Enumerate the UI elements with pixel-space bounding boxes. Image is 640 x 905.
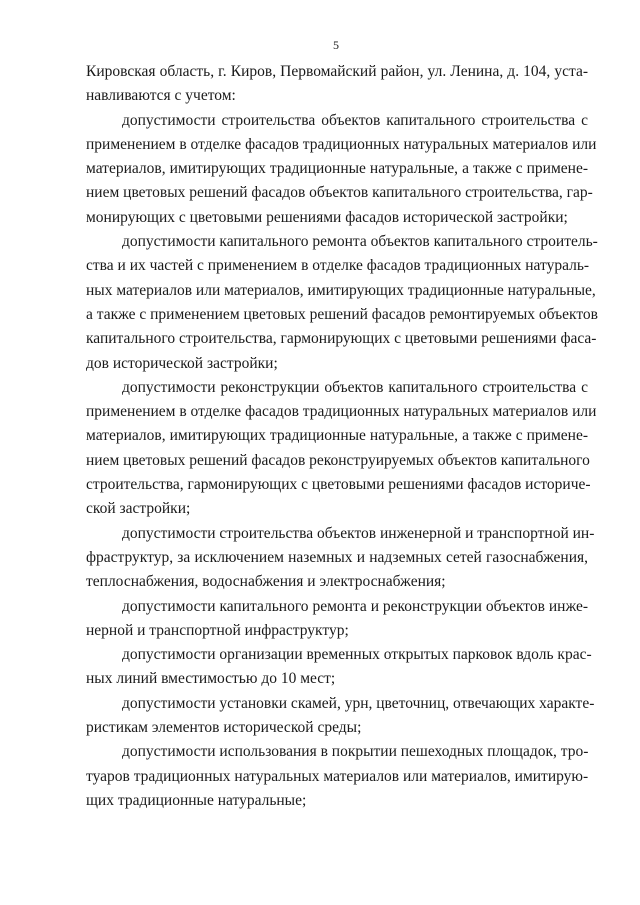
document-body [86,60,598,813]
text-line: нием цветовых решений фасадов реконструируемых объектов капитального [86,451,590,469]
text-line: материалов, имитирующих традиционные натуральные, а также с примене- [86,160,588,178]
text-line: Кировская область, г. Киров, Первомайский район, ул. Ленина, д. 104, уста- [86,63,588,80]
text-line: ристикам элементов исторической среды; [86,719,362,737]
text-line: ской застройки; [86,500,191,518]
text-line: теплоснабжения, водоснабжения и электроснабжения; [86,573,446,591]
text-line: строительства, гармонирующих с цветовыми решениями фасадов историче- [86,476,591,494]
text-line: а также с применением цветовых решений фасадов ремонтируемых объектов [86,305,598,323]
text-line: допустимости строительства объектов инженерной и транспортной ин- [122,524,595,542]
text-line: щих традиционные натуральные; [86,791,307,809]
text-line: ства и их частей с применением в отделке фасадов традиционных натураль- [86,257,590,275]
text-line: туаров традиционных натуральных материалов или материалов, имитирую- [86,767,589,785]
text-line: фраструктур, за исключением наземных и надземных сетей газоснабжения, [86,548,588,566]
text-line: нерной и транспортной инфраструктур; [86,621,349,639]
text-line: допустимости строительства объектов капитального строительства с [122,111,588,129]
text-line: допустимости капитального ремонта и реконструкции объектов инже- [122,597,588,615]
text-line: допустимости установки скамей, урн, цветочниц, отвечающих характе- [122,694,595,712]
text-line: монирующих с цветовыми решениями фасадов исторической застройки; [86,208,568,226]
text-line: допустимости реконструкции объектов капитального строительства с [122,378,588,396]
text-line: ных линий вместимостью до 10 мест; [86,670,336,688]
text-line: ных материалов или материалов, имитирующих традиционные натуральные, [86,281,596,299]
text-line: допустимости капитального ремонта объектов капитального строитель- [122,233,598,251]
text-line: нием цветовых решений фасадов объектов капитального строительства, гар- [86,184,593,202]
text-line: применением в отделке фасадов традиционных натуральных материалов или [86,135,597,153]
page-number: 5 [333,38,339,52]
text-line: навливаются с учетом: [86,87,236,105]
text-line: материалов, имитирующих традиционные натуральные, а также с примене- [86,427,588,445]
text-line: дов исторической застройки; [86,354,278,372]
text-line: капитального строительства, гармонирующих с цветовыми решениями фаса- [86,330,597,348]
text-line: допустимости использования в покрытии пешеходных площадок, тро- [122,743,589,761]
text-line: применением в отделке фасадов традиционных натуральных материалов или [86,403,597,421]
text-line: допустимости организации временных открытых парковок вдоль крас- [122,646,592,664]
